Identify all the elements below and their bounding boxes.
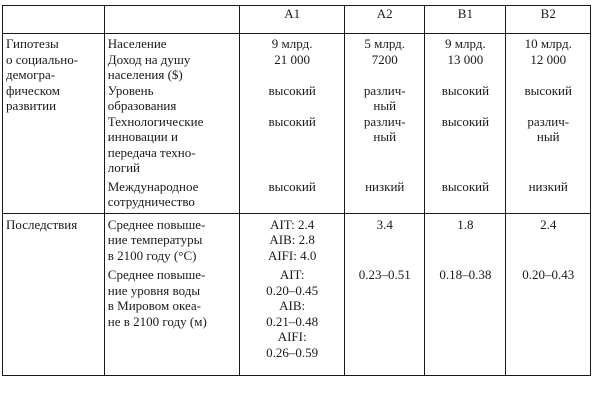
row-value-b1: 9 млрд. <box>425 34 506 52</box>
row-value-b2: 10 млрд. <box>506 34 591 52</box>
row-value-b1: 0.18–0.38 <box>425 265 506 376</box>
row-value-a2: различ- ный <box>345 83 425 114</box>
row-value-a2: 0.23–0.51 <box>345 265 425 376</box>
row-value-b2: 0.20–0.43 <box>506 265 591 376</box>
row-param: Уровень образования <box>104 83 239 114</box>
row-value-b1: высокий <box>425 83 506 114</box>
header-cell-b1: B1 <box>425 6 506 34</box>
row-value-a1: 9 млрд. <box>240 34 345 52</box>
row-value-a1: 21 000 <box>240 52 345 83</box>
row-value-a2: 5 млрд. <box>345 34 425 52</box>
row-value-b1: 13 000 <box>425 52 506 83</box>
row-value-b1: высокий <box>425 114 506 176</box>
group-label-consequences: Последствия <box>3 213 105 376</box>
table-row <box>3 34 591 52</box>
header-row <box>3 6 591 34</box>
row-value-a1: AIT: 2.4 AIB: 2.8 AIFI: 4.0 <box>240 213 345 265</box>
header-cell-empty-1 <box>3 6 105 34</box>
row-value-a1: высокий <box>240 83 345 114</box>
scenario-comparison-table <box>2 5 591 376</box>
row-value-a2: 7200 <box>345 52 425 83</box>
header-cell-a1: A1 <box>240 6 345 34</box>
row-value-b2: 2.4 <box>506 213 591 265</box>
row-value-a1: высокий <box>240 176 345 214</box>
row-value-b2: низкий <box>506 176 591 214</box>
row-value-b1: 1.8 <box>425 213 506 265</box>
group-label-hypotheses: Гипотезы о социально- демогра- фическом развитии <box>3 34 105 214</box>
header-cell-b2: B2 <box>506 6 591 34</box>
header-cell-a2: A2 <box>345 6 425 34</box>
row-value-b1: высокий <box>425 176 506 214</box>
row-param: Население <box>104 34 239 52</box>
header-cell-empty-2 <box>104 6 239 34</box>
table-row <box>3 213 591 265</box>
row-param: Среднее повыше- ние температуры в 2100 году (°С) <box>104 213 239 265</box>
row-value-b2: высокий <box>506 83 591 114</box>
row-value-a2: низкий <box>345 176 425 214</box>
row-value-a2: 3.4 <box>345 213 425 265</box>
row-param: Среднее повыше- ние уровня воды в Мировом океа- не в 2100 году (м) <box>104 265 239 376</box>
row-value-a1: высокий <box>240 114 345 176</box>
row-value-a1: AIT: 0.20–0.45 AIB: 0.21–0.48 AIFI: 0.26–0.59 <box>240 265 345 376</box>
row-value-b2: 12 000 <box>506 52 591 83</box>
row-param: Доход на душу населения ($) <box>104 52 239 83</box>
row-value-b2: различ- ный <box>506 114 591 176</box>
row-param: Технологические инновации и передача техно- логий <box>104 114 239 176</box>
row-param: Международное сотрудничество <box>104 176 239 214</box>
row-value-a2: различ- ный <box>345 114 425 176</box>
